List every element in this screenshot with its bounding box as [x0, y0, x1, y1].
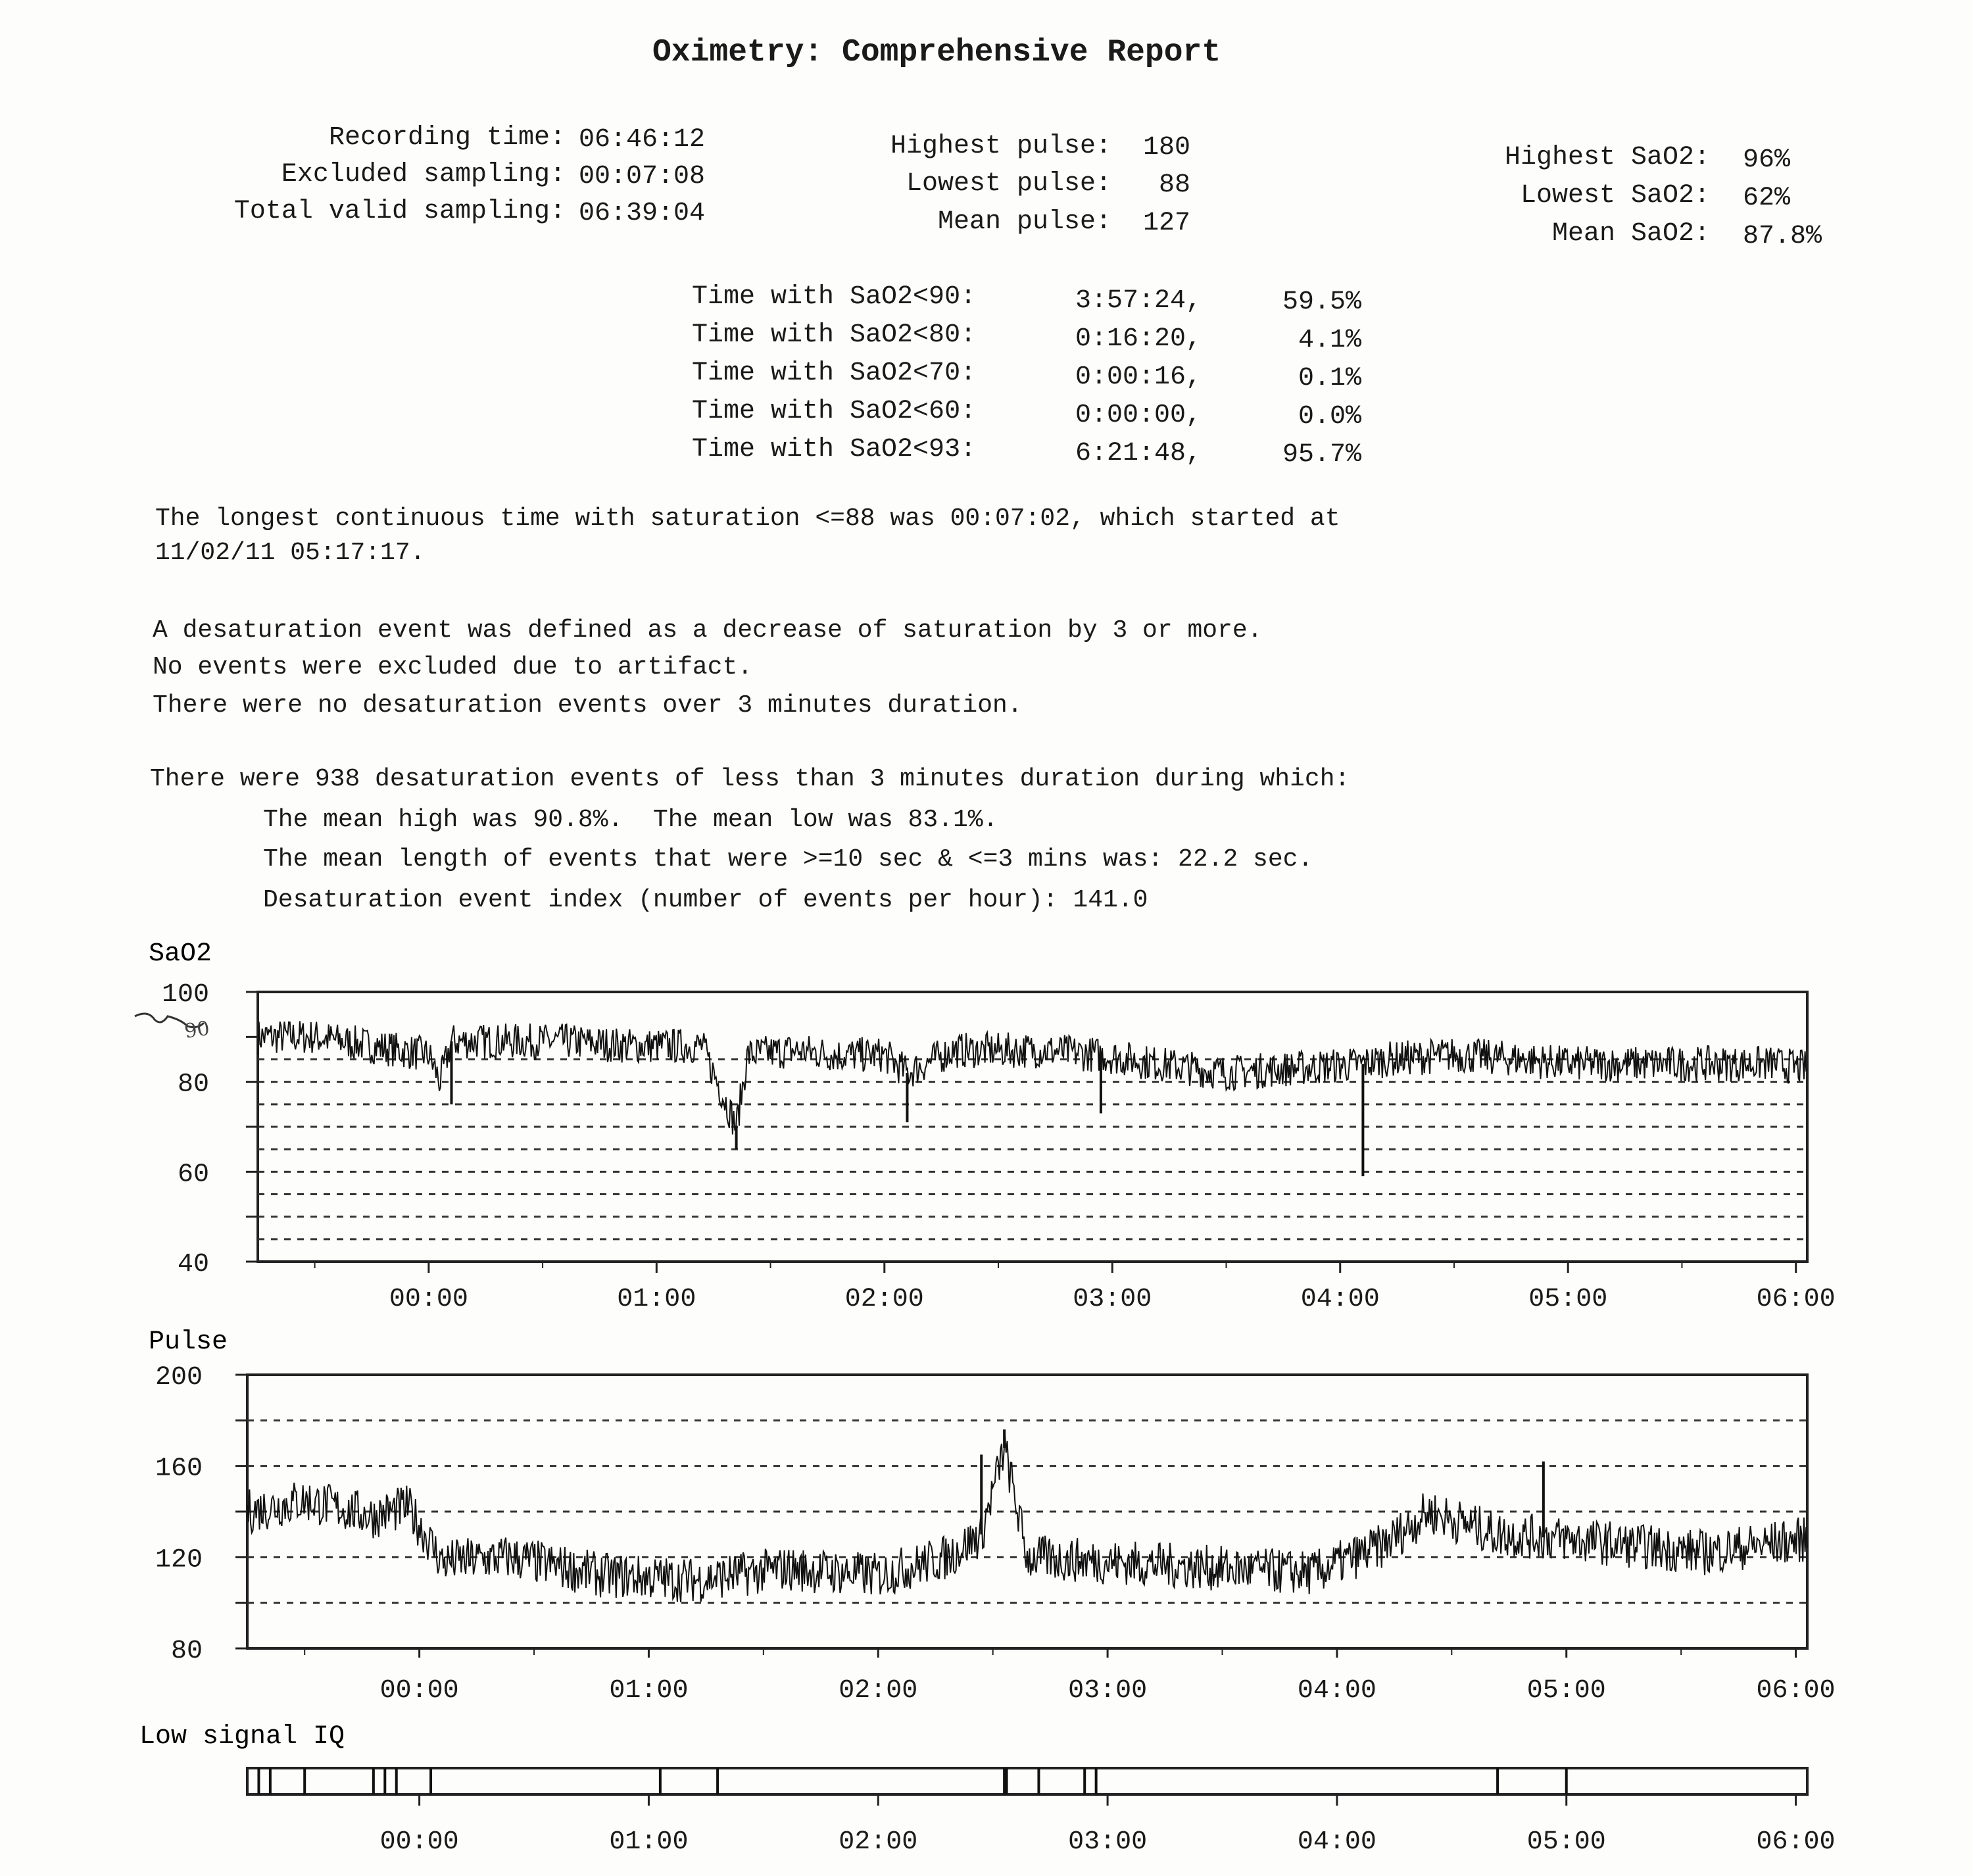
sao2-chart-ytick-label: 60: [177, 1160, 209, 1190]
threshold-label: Time with SaO2<70:: [692, 358, 977, 388]
threshold-label: Time with SaO2<60:: [692, 397, 977, 426]
pulse-chart-xtick-label: 01:00: [609, 1676, 689, 1706]
sao2-chart-title: SaO2: [149, 939, 212, 969]
sao2-chart-xtick-label: 00:00: [389, 1285, 468, 1314]
event-definition: A desaturation event was defined as a decrease of saturation by 3 or more.: [153, 616, 1263, 645]
low-signal-iq-xtick-label: 02:00: [839, 1827, 918, 1857]
low-signal-iq-title: Low signal IQ: [139, 1722, 345, 1752]
sao2-chart-ytick-label: 40: [177, 1250, 209, 1279]
pulse-chart-xtick-label: 06:00: [1756, 1676, 1836, 1706]
pulse-chart-xtick-label: 02:00: [839, 1676, 918, 1706]
lowest-pulse-value: 88: [1158, 170, 1190, 200]
pulse-chart-xtick-label: 03:00: [1068, 1676, 1148, 1706]
mean-event-length: The mean length of events that were >=10 sec & <=3 mins was: 22.2 sec.: [263, 845, 1313, 874]
low-signal-iq-xtick-label: 05:00: [1526, 1827, 1606, 1857]
total-valid-sampling-label: Total valid sampling:: [233, 197, 566, 226]
highest-sao2-label: Highest SaO2:: [1504, 143, 1710, 172]
lowest-sao2-label: Lowest SaO2:: [1520, 181, 1710, 210]
low-signal-iq-frame: [247, 1768, 1807, 1794]
sao2-chart-xtick-label: 01:00: [617, 1285, 696, 1314]
pulse-chart: [149, 1327, 1836, 1706]
low-signal-iq-xtick-label: 03:00: [1068, 1827, 1148, 1857]
longest-desat-line-1: The longest continuous time with saturation <=88 was 00:07:02, which started at: [155, 505, 1340, 533]
excluded-sampling-value: 00:07:08: [579, 162, 706, 191]
threshold-time: 0:16:20,: [1075, 324, 1202, 354]
lowest-sao2-value: 62%: [1743, 184, 1791, 213]
mean-sao2-label: Mean SaO2:: [1551, 219, 1710, 249]
sao2-chart-ytick-label: 100: [161, 980, 209, 1010]
highest-pulse-label: Highest pulse:: [890, 132, 1111, 161]
desat-event-index: Desaturation event index (number of events per hour): 141.0: [263, 886, 1148, 914]
handwritten-90: 90: [183, 1016, 211, 1043]
sao2-chart-xtick-label: 02:00: [844, 1285, 924, 1314]
sao2-chart-xtick-label: 06:00: [1756, 1285, 1836, 1314]
sao2-chart-series-line: [258, 1021, 1807, 1134]
threshold-time: 0:00:00,: [1075, 401, 1202, 430]
low-signal-iq-xtick-label: 06:00: [1756, 1827, 1836, 1857]
pulse-chart-xtick-label: 00:00: [379, 1676, 459, 1706]
sao2-chart-xtick-label: 05:00: [1528, 1285, 1608, 1314]
mean-high-low: The mean high was 90.8%. The mean low was 83.1%.: [263, 806, 998, 834]
low-signal-iq-xtick-label: 01:00: [609, 1827, 689, 1857]
threshold-label: Time with SaO2<80:: [692, 320, 977, 350]
excluded-sampling-label: Excluded sampling:: [281, 160, 566, 189]
threshold-pct: 0.0%: [1298, 402, 1361, 432]
recording-time-value: 06:46:12: [579, 125, 706, 155]
low-signal-iq-xtick-label: 04:00: [1297, 1827, 1376, 1857]
pulse-chart-xtick-label: 05:00: [1526, 1676, 1606, 1706]
mean-pulse-value: 127: [1142, 209, 1190, 238]
threshold-pct: 4.1%: [1298, 326, 1361, 355]
pulse-chart-title: Pulse: [149, 1327, 228, 1357]
low-signal-iq-chart: [139, 1722, 1836, 1857]
pulse-chart-xtick-label: 04:00: [1297, 1676, 1376, 1706]
sao2-chart-xtick-label: 04:00: [1300, 1285, 1380, 1314]
recording-time-label: Recording time:: [328, 123, 566, 153]
threshold-time: 6:21:48,: [1075, 439, 1202, 468]
highest-sao2-value: 96%: [1743, 145, 1791, 175]
report-title: Oximetry: Comprehensive Report: [652, 35, 1221, 70]
pulse-chart-ytick-label: 80: [170, 1637, 203, 1666]
events-excluded: No events were excluded due to artifact.: [153, 653, 753, 681]
sao2-chart-xtick-label: 03:00: [1073, 1285, 1152, 1314]
pulse-chart-ytick-label: 160: [155, 1454, 203, 1484]
threshold-time: 3:57:24,: [1075, 286, 1202, 316]
threshold-pct: 0.1%: [1298, 364, 1361, 393]
pulse-chart-ytick-label: 120: [155, 1545, 203, 1575]
events-over-3min: There were no desaturation events over 3 minutes duration.: [153, 691, 1023, 720]
total-valid-sampling-value: 06:39:04: [579, 199, 706, 228]
events-count: There were 938 desaturation events of less than 3 minutes duration during which:: [150, 765, 1350, 793]
sao2-chart-ytick-label: 80: [177, 1070, 209, 1100]
threshold-pct: 95.7%: [1282, 440, 1361, 470]
handwritten-mark: [135, 1014, 211, 1043]
highest-pulse-value: 180: [1142, 133, 1190, 162]
threshold-pct: 59.5%: [1282, 287, 1361, 317]
longest-desat-line-2: 11/02/11 05:17:17.: [155, 539, 426, 567]
low-signal-iq-xtick-label: 00:00: [379, 1827, 459, 1857]
pulse-chart-ytick-label: 200: [155, 1363, 203, 1393]
sao2-chart: [149, 939, 1836, 1314]
threshold-label: Time with SaO2<90:: [692, 282, 977, 312]
threshold-time: 0:00:16,: [1075, 362, 1202, 392]
mean-pulse-label: Mean pulse:: [937, 207, 1111, 237]
lowest-pulse-label: Lowest pulse:: [906, 169, 1111, 199]
threshold-label: Time with SaO2<93:: [692, 435, 977, 464]
pulse-chart-series-line: [247, 1435, 1807, 1602]
mean-sao2-value: 87.8%: [1743, 222, 1822, 251]
